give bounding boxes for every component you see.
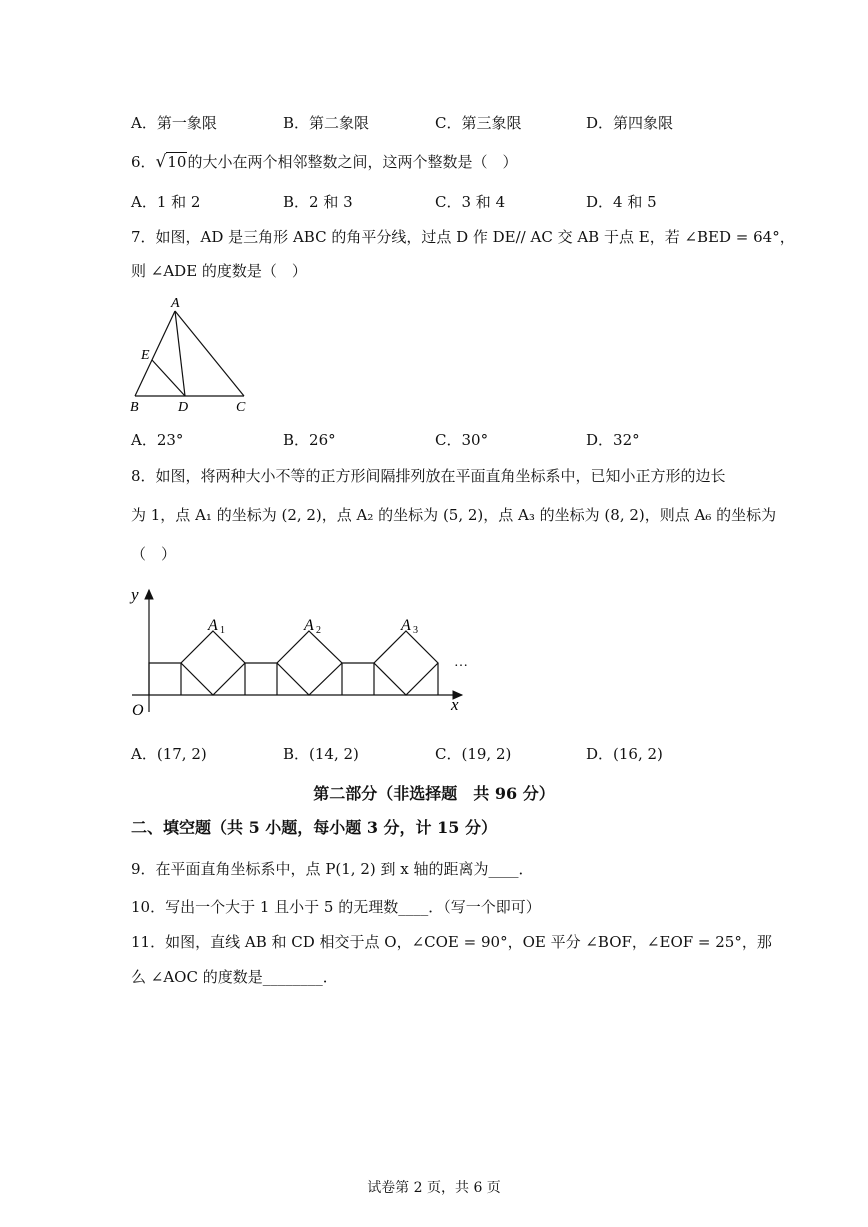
q8-option-b: B．(14, 2) <box>283 745 359 763</box>
q8-stem-line1: 8．如图，将两种大小不等的正方形间隔排列放在平面直角坐标系中，已知小正方形的边长 <box>131 467 726 485</box>
part2-title: 第二部分（非选择题 共 96 分） <box>313 784 555 803</box>
label-a1 <box>207 617 225 636</box>
q11-stem-line1: 11．如图，直线 AB 和 CD 相交于点 O，∠COE = 90°，OE 平分 ∠BOF，∠EOF = 25°，那 <box>131 933 772 951</box>
q6-option-a: A．1 和 2 <box>131 193 201 211</box>
svg-text:A: A <box>208 617 218 634</box>
q5-option-a: A．第一象限 <box>131 114 217 132</box>
label-a3 <box>400 617 418 636</box>
q6-stem: 6．√10的大小在两个相邻整数之间，这两个整数是（ ） <box>131 152 518 172</box>
segment-de <box>152 360 185 396</box>
label-a: A <box>171 296 180 311</box>
q8-stem-line2: 为 1，点 A₁ 的坐标为 (2, 2)，点 A₂ 的坐标为 (5, 2)，点 A₃ 的坐标为 (8, 2)，则点 A₆ 的坐标为 <box>131 506 777 524</box>
q7-option-a: A．23° <box>131 431 184 449</box>
q8-option-c: C．(19, 2) <box>435 745 512 763</box>
q7-option-d: D．32° <box>586 431 640 449</box>
label-e: E <box>141 348 150 363</box>
q8-option-a: A．(17, 2) <box>131 745 207 763</box>
q7-stem-line1: 7．如图，AD 是三角形 ABC 的角平分线，过点 D 作 DE// AC 交 AB 于点 E，若 ∠BED = 64°， <box>131 228 795 246</box>
q7-triangle-figure <box>126 292 256 416</box>
q7-option-c: C．30° <box>435 431 489 449</box>
label-a2 <box>303 617 321 636</box>
page-footer: 试卷第 2 页，共 6 页 <box>367 1180 501 1196</box>
q9-stem: 9．在平面直角坐标系中，点 P(1, 2) 到 x 轴的距离为____． <box>131 860 534 878</box>
section2-title: 二、填空题（共 5 小题，每小题 3 分，计 15 分） <box>131 818 497 837</box>
large-square-2 <box>277 631 342 695</box>
q6-option-b: B．2 和 3 <box>283 193 353 211</box>
q6-option-d: D．4 和 5 <box>586 193 657 211</box>
q11-stem-line2: 么 ∠AOC 的度数是________． <box>131 968 338 986</box>
q8-squares-figure <box>126 582 476 722</box>
label-d: D <box>178 400 189 415</box>
svg-text:2: 2 <box>316 625 321 636</box>
segment-ad <box>175 311 185 396</box>
q10-stem: 10．写出一个大于 1 且小于 5 的无理数____．（写一个即可） <box>131 898 541 916</box>
large-square-3 <box>374 631 438 695</box>
svg-text:3: 3 <box>413 625 418 636</box>
label-x: x <box>451 695 459 714</box>
q5-option-b: B．第二象限 <box>283 114 370 132</box>
q7-stem-line2: 则 ∠ADE 的度数是（ ） <box>131 262 307 280</box>
q7-option-b: B．26° <box>283 431 336 449</box>
q6-option-c: C．3 和 4 <box>435 193 506 211</box>
svg-text:A: A <box>401 617 411 634</box>
label-c: C <box>236 400 246 415</box>
q8-stem-line3: （ ） <box>131 545 177 563</box>
label-origin: O <box>132 702 144 719</box>
svg-text:A: A <box>304 617 314 634</box>
small-square-2 <box>245 663 277 695</box>
sqrt-symbol: √10 <box>155 152 187 172</box>
label-b: B <box>130 400 139 415</box>
q5-option-c: C．第三象限 <box>435 114 522 132</box>
large-square-1 <box>181 631 245 695</box>
q8-option-d: D．(16, 2) <box>586 745 663 763</box>
q5-option-d: D．第四象限 <box>586 114 674 132</box>
ellipsis: … <box>454 655 468 670</box>
side-ac <box>175 311 244 396</box>
small-square-3 <box>342 663 374 695</box>
label-y: y <box>131 585 139 604</box>
small-square-1 <box>149 663 181 695</box>
svg-text:1: 1 <box>220 625 225 636</box>
